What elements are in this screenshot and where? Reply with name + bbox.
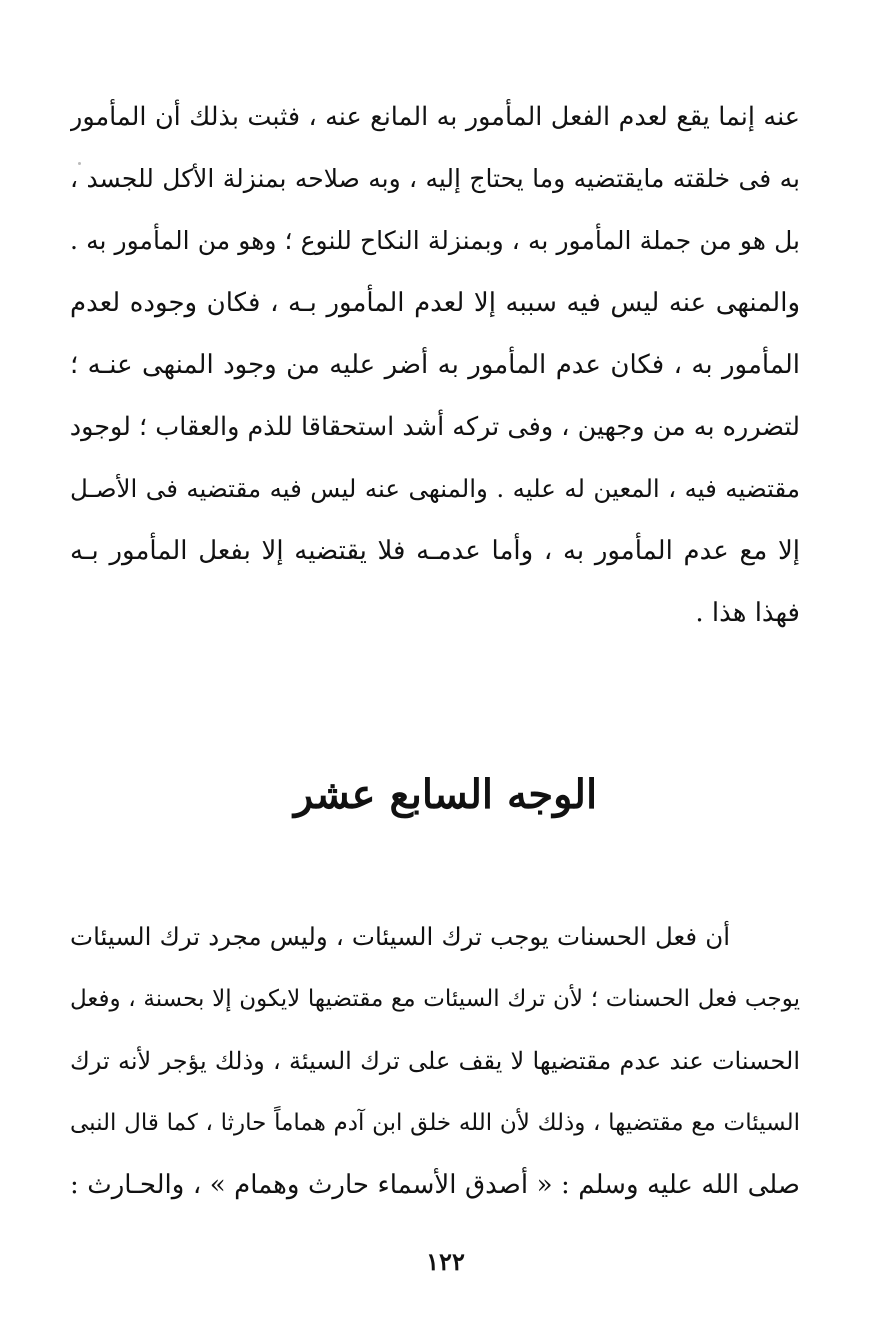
text-line: أن فعل الحسنات يوجب ترك السيئات ، وليس مجرد ترك السيئات [70, 922, 730, 951]
text-line: الحسنات عند عدم مقتضيها لا يقف على ترك السيئة ، وذلك يؤجر لأنه ترك [70, 1047, 800, 1075]
text-line: بل هو من جملة المأمور به ، وبمنزلة النكاح للنوع ؛ وهو من المأمور به . [70, 226, 800, 255]
page-number: ١٢٢ [426, 1247, 465, 1276]
text-line: فهذا هذا . [695, 598, 800, 628]
text-line: إلا مع عدم المأمور به ، وأما عدمـه فلا يقتضيه إلا بفعل المأمور بـه [70, 536, 800, 566]
text-line: لتضرره به من وجهين ، وفى تركه أشد استحقاقا للذم والعقاب ؛ لوجود [70, 412, 800, 442]
text-line: صلى الله عليه وسلم : « أصدق الأسماء حارث وهمام » ، والحـارث : [70, 1170, 800, 1200]
text-line: مقتضيه فيه ، المعين له عليه . والمنهى عنه ليس فيه مقتضيه فى الأصـل [70, 474, 800, 503]
text-line: والمنهى عنه ليس فيه سببه إلا لعدم المأمور بـه ، فكان وجوده لعدم [70, 288, 800, 318]
text-line: عنه إنما يقع لعدم الفعل المأمور به المانع عنه ، فثبت بذلك أن المأمور [70, 102, 800, 132]
text-line: يوجب فعل الحسنات ؛ لأن ترك السيئات مع مقتضيها لايكون إلا بحسنة ، وفعل [70, 986, 800, 1012]
section-heading: الوجه السابع عشر [293, 771, 598, 818]
paragraph-section [70, 906, 800, 1216]
paragraph-continued [70, 86, 800, 644]
text-line: المأمور به ، فكان عدم المأمور به أضر عليه من وجود المنهى عنـه ؛ [70, 350, 800, 380]
text-line: به فى خلقته مايقتضيه وما يحتاج إليه ، وبه صلاحه بمنزلة الأكل للجسد ، [70, 164, 800, 193]
text-line: السيئات مع مقتضيها ، وذلك لأن الله خلق ابن آدم هماماً حارثا ، كما قال النبى [70, 1110, 800, 1136]
